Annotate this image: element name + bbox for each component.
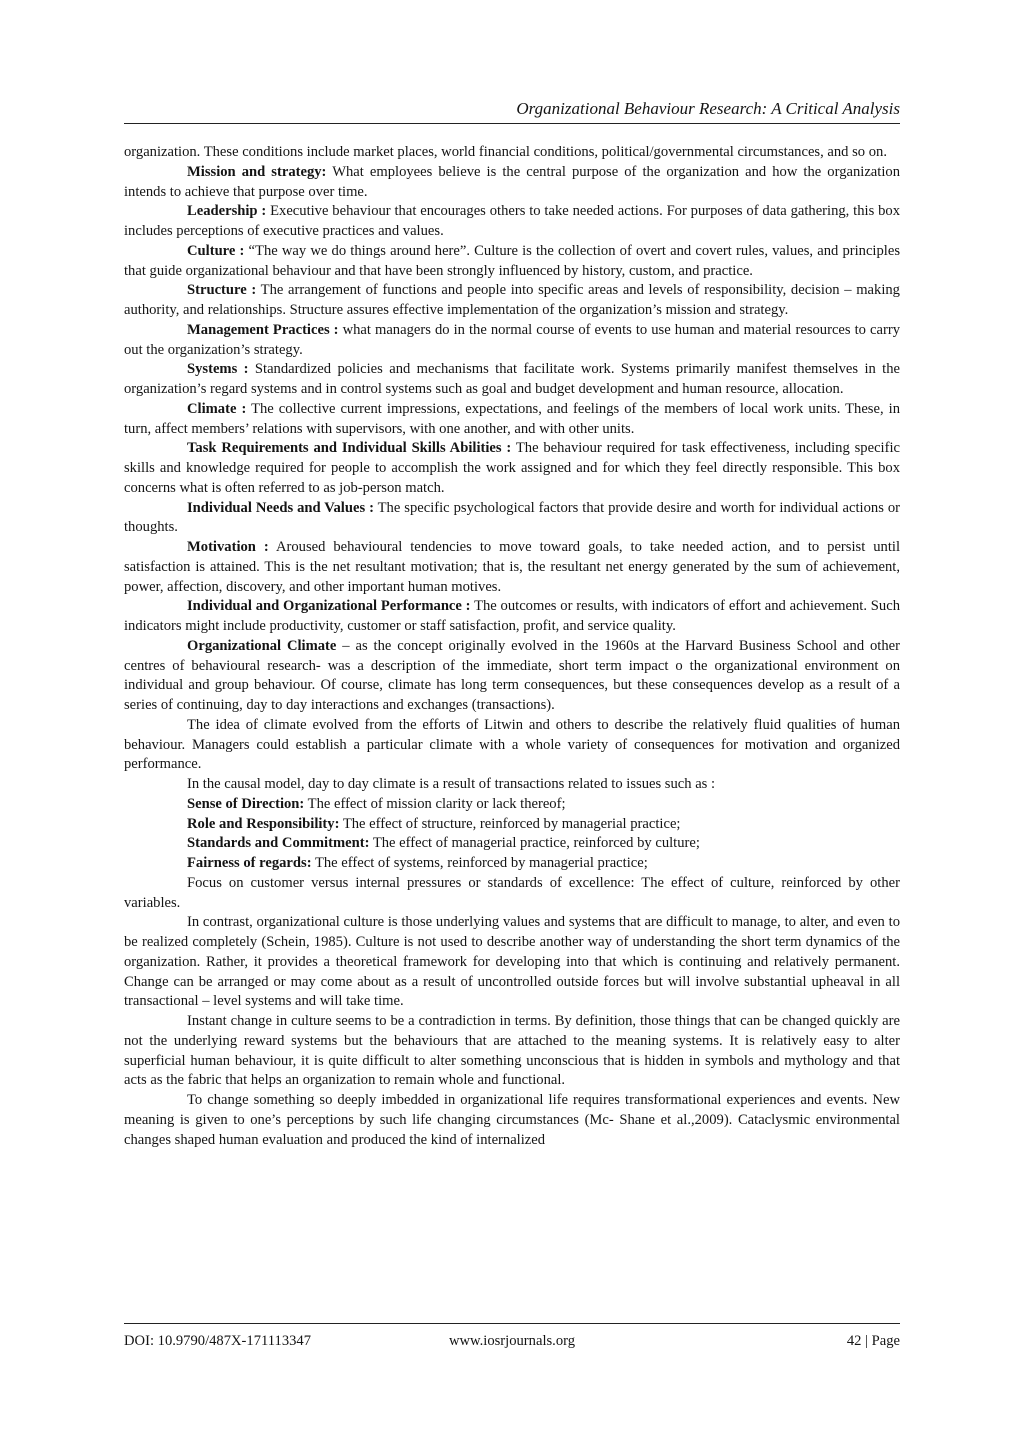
paragraph [124, 242, 900, 282]
term-label: Leadership : [187, 203, 267, 220]
term-label: Motivation : [187, 539, 269, 555]
paragraph-text: The effect of structure, reinforced by managerial practice; [339, 815, 681, 832]
running-header-title: Organizational Behaviour Research: A Critical Analysis [516, 99, 900, 118]
term-label: Structure : [187, 282, 257, 299]
paragraph [124, 637, 900, 716]
paragraph [124, 202, 900, 242]
term-label: Climate : [187, 400, 247, 417]
paragraph [124, 597, 900, 637]
term-label: Individual Needs and Values : [187, 499, 374, 516]
paragraph-text: The effect of mission clarity or lack thereof; [304, 795, 566, 812]
term-label: Role and Responsibility: [187, 815, 340, 832]
paragraph-text: What employees believe is the central purpose of the organization and how the organization intends to achieve that purpose over time. [124, 163, 900, 200]
footer-doi: DOI: 10.9790/487X-171113347 [124, 1333, 312, 1349]
term-label: Culture : [187, 242, 245, 259]
footer-page-number: 42 | Page [846, 1333, 900, 1349]
term-label: Fairness of regards: [187, 855, 312, 871]
paragraph [124, 439, 900, 498]
article-body [124, 143, 900, 1150]
paragraph-text: The effect of systems, reinforced by managerial practice; [311, 855, 648, 871]
paragraph-text: – as the concept originally evolved in the 1960s at the Harvard Business School and other centres of behavioural research- was a description of the immediate, short term impact o the organizational environment on individual and group behaviour. Of course, climate has long term consequences, but these consequences develop as a result of a series of continuing, day to day interactions and exchanges (transactions). [124, 637, 901, 713]
paragraph [124, 281, 900, 321]
footer-website: www.iosrjournals.org [448, 1333, 576, 1349]
term-label: Task Requirements and Individual Skills Abilities : [187, 440, 512, 457]
paragraph [124, 716, 900, 775]
paragraph [124, 538, 900, 597]
footer-rule [124, 1323, 900, 1324]
paragraph-text: “The way we do things around here”. Culture is the collection of overt and covert rules, values, and principles that guide organizational behaviour and that have been strongly influenced by history, custom, and practice. [124, 242, 900, 279]
term-label: Standards and Commitment: [187, 835, 370, 852]
running-header [124, 98, 900, 120]
paragraph-text: The specific psychological factors that provide desire and worth for individual actions or thoughts. [124, 499, 900, 536]
paragraph [124, 834, 900, 854]
term-label: Systems : [187, 361, 249, 378]
page-footer [124, 1330, 900, 1352]
paragraph-text: The collective current impressions, expectations, and feelings of the members of local work units. These, in turn, affect members’ relations with supervisors, with one another, and with other units. [124, 400, 900, 437]
paragraph-text: Executive behaviour that encourages others to take needed actions. For purposes of data gathering, this box includes perceptions of executive practices and values. [124, 203, 900, 239]
paragraph [124, 913, 900, 1012]
paragraph [124, 321, 900, 361]
paragraph [124, 1091, 900, 1150]
paragraph-text: To change something so deeply imbedded in organizational life requires transformational experiences and events. New meaning is given to one’s perceptions by such life changing circumstances (Mc- Shane et al.,2009). Cataclysmic environmental changes shaped human evaluation and produced the kind of internalized [124, 1092, 900, 1148]
term-label: Mission and strategy: [187, 163, 327, 180]
paragraph-text: Aroused behavioural tendencies to move toward goals, to take needed action, and to persist until satisfaction is attained. This is the net resultant motivation; that is, the resultant net energy generated by the sum of achievement, power, affection, discovery, and other important human motives. [124, 539, 900, 595]
paragraph-text: In the causal model, day to day climate is a result of transactions related to issues such as : [187, 776, 716, 792]
paragraph-text: The outcomes or results, with indicators of effort and achievement. Such indicators might include productivity, customer or staff satisfaction, profit, and service quality. [124, 598, 900, 634]
paragraph-text: Focus on customer versus internal pressures or standards of excellence: The effect of culture, reinforced by other variables. [124, 874, 900, 911]
paragraph-text: Instant change in culture seems to be a contradiction in terms. By definition, those things that can be changed quickly are not the underlying reward systems but the behaviours that are attached to the meaning systems. It is relatively easy to alter superficial human behaviour, it is quite difficult to alter something unconscious that is hidden in symbols and mythology and that acts as the fabric that helps an organization to remain whole and functional. [124, 1013, 900, 1089]
paragraph [124, 143, 900, 163]
paragraph [124, 163, 900, 203]
paragraph-text: The behaviour required for task effectiveness, including specific skills and knowledge required for people to accomplish the work assigned and for which they feel directly responsible. This box concerns what is often referred to as job-person match. [124, 440, 900, 496]
paragraph [124, 815, 900, 835]
paragraph [124, 854, 900, 874]
paragraph [124, 400, 900, 440]
paragraph-text: Standardized policies and mechanisms that facilitate work. Systems primarily manifest themselves in the organization’s regard systems and in control systems such as goal and budget development and human resource, allocation. [124, 361, 900, 397]
paragraph-text: organization. These conditions include market places, world financial conditions, political/governmental circumstances, and so on. [124, 144, 887, 160]
paragraph-text: The idea of climate evolved from the efforts of Litwin and others to describe the relatively fluid qualities of human behaviour. Managers could establish a particular climate with a whole variety of consequences for motivation and organized performance. [124, 716, 900, 773]
paragraph [124, 1012, 900, 1091]
paragraph [124, 775, 900, 795]
term-label: Sense of Direction: [187, 795, 305, 812]
term-label: Individual and Organizational Performance : [187, 598, 471, 615]
header-rule [124, 123, 900, 124]
paragraph-text: In contrast, organizational culture is those underlying values and systems that are difficult to manage, to alter, and even to be realized completely (Schein, 1985). Culture is not used to describe another way of understanding the short term dynamics of the organization. Rather, it provides a theoretical framework for developing into that which is continuing and relatively permanent. Change can be arranged or may come about as a result of uncontrolled outside forces but will involve substantial upheaval in all transactional – level systems and will take time. [124, 914, 900, 1010]
paragraph-text: The arrangement of functions and people into specific areas and levels of responsibility, decision – making authority, and relationships. Structure assures effective implementation of the organization’s mission and strategy. [124, 282, 900, 318]
paragraph-text: The effect of managerial practice, reinforced by culture; [369, 835, 700, 852]
term-label: Management Practices : [187, 321, 339, 338]
paragraph [124, 795, 900, 815]
paragraph-text: what managers do in the normal course of events to use human and material resources to carry out the organization’s strategy. [124, 321, 900, 358]
paragraph [124, 874, 900, 914]
paragraph [124, 360, 900, 400]
term-label: Organizational Climate [187, 637, 337, 654]
paragraph [124, 499, 900, 539]
